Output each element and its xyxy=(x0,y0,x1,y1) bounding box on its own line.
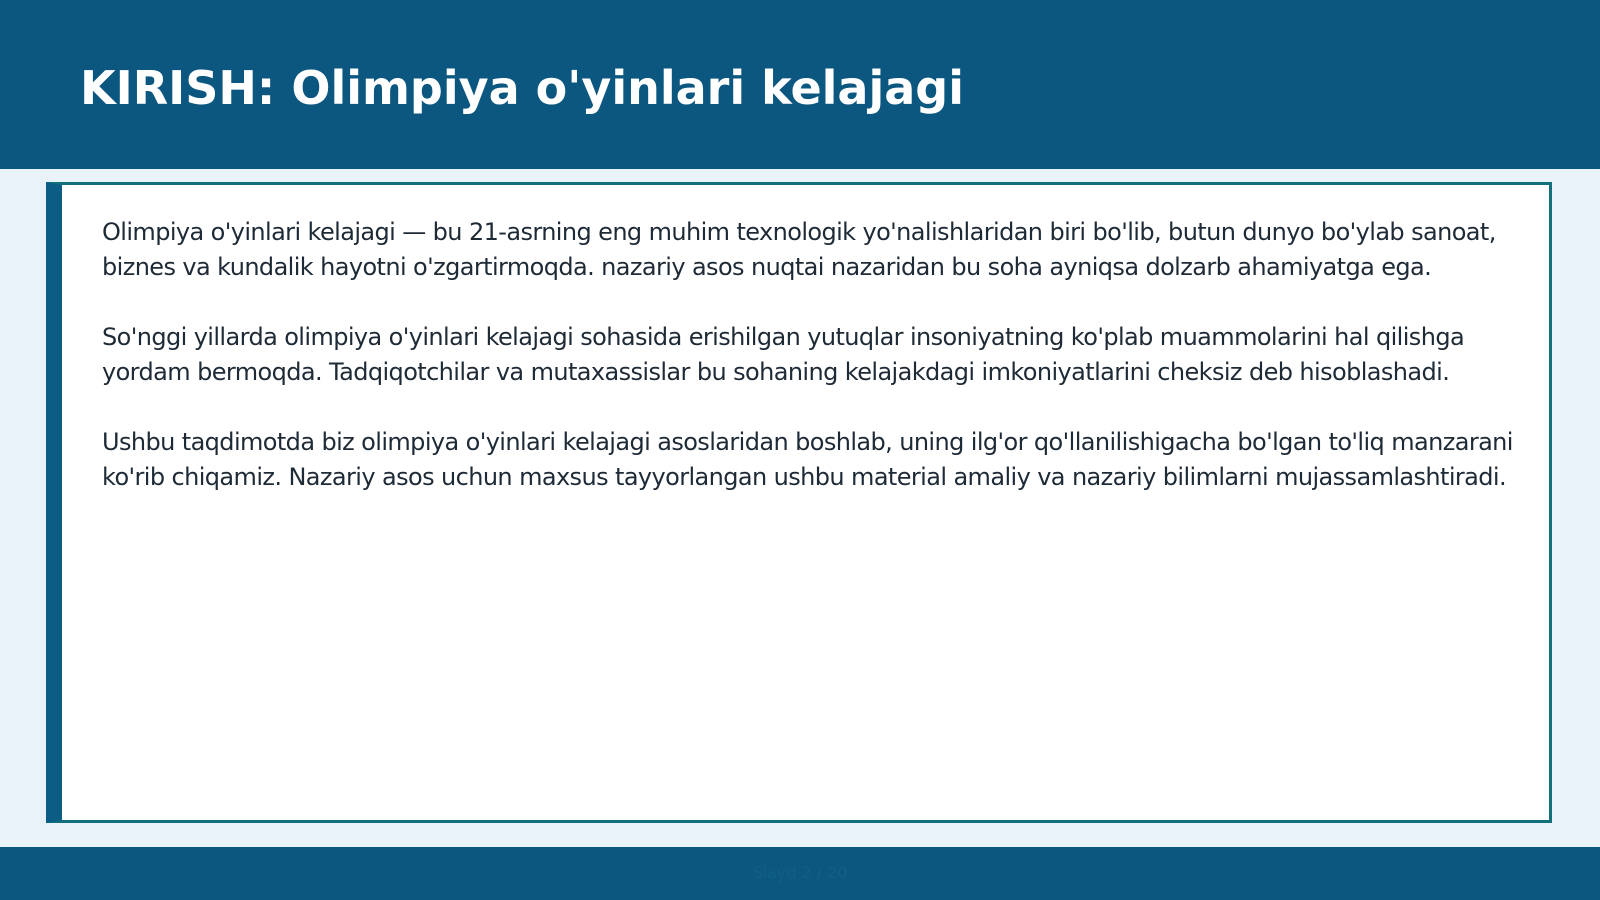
slide-title: KIRISH: Olimpiya o'yinlari kelajagi xyxy=(80,61,964,115)
paragraph-3: Ushbu taqdimotda biz olimpiya o'yinlari kelajagi asoslaridan boshlab, uning ilg'or qo'llanilishigacha bo'lgan to'liq manzarani ko'rib chiqamiz. Nazariy asos uchun maxsus tayyorlangan ushbu material amaliy va nazariy bilimlarni mujassamlashtiradi. xyxy=(102,428,1513,491)
paragraph-2: So'nggi yillarda olimpiya o'yinlari kelajagi sohasida erishilgan yutuqlar insoniyatning ko'plab muammolarini hal qilishga yordam bermoqda. Tadqiqotchilar va mutaxassislar bu sohaning kelajakdagi imkoniyatlarini cheksiz deb hisoblashadi. xyxy=(102,323,1465,386)
slide-number: Slayd 2 / 20 xyxy=(752,863,848,882)
slide-header xyxy=(0,0,1600,169)
body-text xyxy=(102,215,1522,530)
content-panel xyxy=(46,182,1552,823)
slide-footer xyxy=(0,847,1600,900)
paragraph-1: Olimpiya o'yinlari kelajagi — bu 21-asrning eng muhim texnologik yo'nalishlaridan biri bo'lib, butun dunyo bo'ylab sanoat, biznes va kundalik hayotni o'zgartirmoqda. nazariy asos nuqtai nazaridan bu soha ayniqsa dolzarb ahamiyatga ega. xyxy=(102,218,1496,281)
